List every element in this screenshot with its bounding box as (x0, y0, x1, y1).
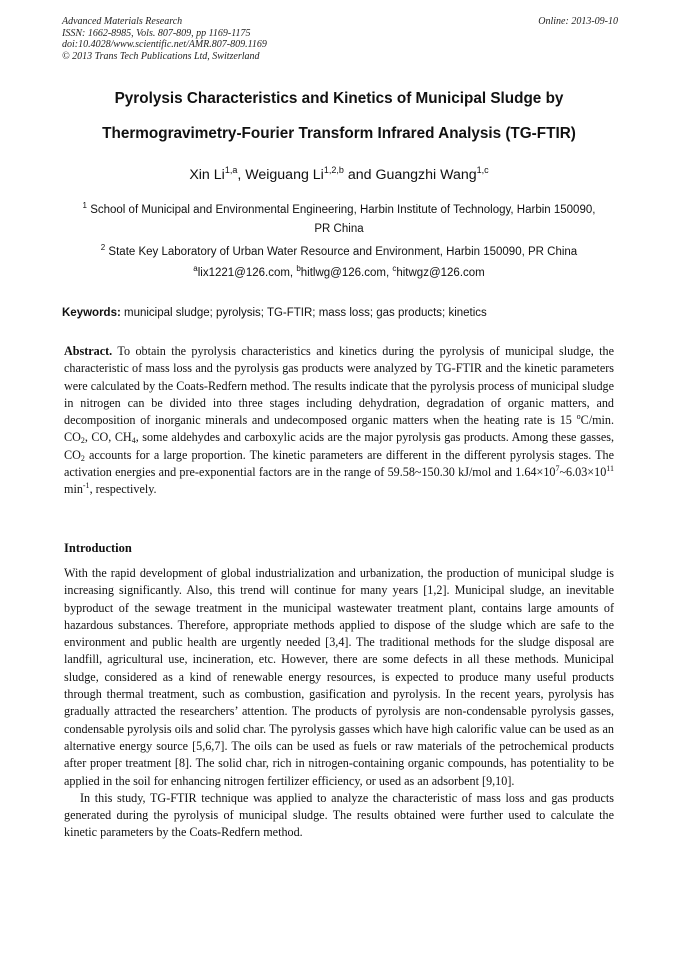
author-separator: , (237, 167, 246, 183)
abstract-text: To obtain the pyrolysis characteristics and kinetics during the pyrolysis of municipal sludge, the characteristic of mass loss and the pyrolysis gas products were analyzed by TG-FTIR and the kinetic parameters were calculated by the Coats-Redfern method. The results indicate that the pyrolysis process of municipal sludge in nitrogen can be divided into three stages including dehydration, degradation of organic matters, and decomposition of inorganic minerals and undecomposed organic matters when the heating rate is 15 (64, 344, 614, 428)
copyright-line: © 2013 Trans Tech Publications Ltd, Switzerland (62, 50, 260, 62)
email-mark: a (193, 264, 198, 273)
author-name: Xin Li (189, 167, 225, 183)
abstract-text: , CO, CH (84, 430, 132, 445)
issn-line: ISSN: 1662-8985, Vols. 807-809, pp 1169-1175 (62, 27, 251, 39)
abstract (64, 343, 614, 499)
subscript: 2 (80, 436, 85, 446)
abstract-text: accounts for a large proportion. The kinetic parameters are different in the different pyrolysis stages. The activation energies and pre-exponential factors are in the range of 59.58~150.30 kJ/mol and 1.64×10 (64, 447, 614, 480)
author-affiliation-mark: 1,2,b (323, 165, 344, 175)
abstract-text: , respectively. (89, 482, 157, 497)
email-address: hitwgz@126.com (396, 267, 485, 279)
email-address: lix1221@126.com, (197, 267, 297, 279)
subscript: 4 (131, 436, 136, 446)
keywords (62, 307, 618, 319)
author-affiliation-mark: 1,a (224, 165, 238, 175)
affiliation-text: School of Municipal and Environmental Engineering, Harbin Institute of Technology, Harbin 150090, PR China (87, 204, 596, 235)
author-name: Guangzhi Wang (375, 167, 477, 183)
intro-paragraph-2: In this study, TG-FTIR technique was applied to analyze the characteristic of mass loss and gas products generated during the pyrolysis of municipal sludge. The results obtained were further used to calculate the kinetic parameters by the Coats-Redfern method. (64, 790, 614, 840)
author-affiliation-mark: 1,c (476, 165, 489, 175)
abstract-text: C/min. CO (64, 413, 614, 445)
affiliation-number: 2 (100, 243, 106, 252)
email-mark: c (392, 264, 397, 273)
author-separator: and (343, 167, 376, 183)
keywords-text: municipal sludge; pyrolysis; TG-FTIR; mass loss; gas products; kinetics (120, 307, 487, 319)
affiliation-text: State Key Laboratory of Urban Water Resource and Environment, Harbin 150090, PR China (105, 246, 578, 258)
intro-paragraph-1: With the rapid development of global industrialization and urbanization, the production of municipal sludge is increasing significantly. Also, this trend will continue for many years [1,2]. Municipal sludge, an inevitable byproduct of the sewage treatment in the municipal wastewater treatment plant, contains large amounts of hazardous substances. Therefore, appropriate methods applied to dispose of the sludge which are safe to the environment and public health are urgently needed [3,4]. The traditional methods for the sludge disposal are landfill, agricultural use, incineration, etc. However, there are some defects in all these methods. Municipal sludge, considered as a kind of renewable energy resources, is expected to produce many useful products through thermal treatment, such as combustion, gasification and pyrolysis. In the recent years, pyrolysis has gradually attracted the researchers’ attention. The products of pyrolysis are non-condensable pyrolysis gasses, condensable pyrolysis oils and solid char. The pyrolysis gasses which have high calorific value can be used as an alternative energy source [5,6,7]. The oils can be used as fuels or raw materials of the petrochemical products after proper treatment [8]. The solid char, rich in nitrogen-containing organic compounds, has potentiality to be applied in the soil for enhancing nitrogen fertilizer efficiency, or used as an adsorbent [9,10]. (64, 566, 614, 788)
journal-header (62, 16, 618, 62)
exponent: -1 (82, 481, 90, 491)
introduction-body (64, 565, 614, 842)
email-address: hitlwg@126.com, (300, 267, 393, 279)
section-heading-introduction: Introduction (64, 541, 132, 555)
affiliation-1 (80, 201, 598, 239)
email-mark: b (296, 264, 301, 273)
abstract-text: ~6.03×10 (559, 465, 607, 480)
abstract-text: , some aldehydes and carboxylic acids are the major pyrolysis gas products. Among these gasses, CO (64, 430, 615, 462)
paper-title-line-1: Pyrolysis Characteristics and Kinetics of Municipal Sludge by (114, 90, 564, 107)
subscript: 2 (80, 453, 85, 463)
abstract-text: min (64, 482, 83, 497)
paper-title-line-2: Thermogravimetry-Fourier Transform Infrared Analysis (TG-FTIR) (102, 125, 576, 142)
online-date: Online: 2013-09-10 (538, 16, 618, 27)
keywords-label: Keywords: (62, 307, 121, 319)
author-list (40, 167, 638, 183)
abstract-label: Abstract. (64, 344, 113, 358)
exponent: 11 (606, 464, 614, 474)
degree-mark: o (576, 412, 581, 422)
author-emails (40, 264, 638, 279)
exponent: 7 (555, 464, 560, 474)
affiliation-2 (80, 243, 598, 262)
affiliation-number: 1 (82, 201, 87, 210)
author-name: Weiguang Li (245, 167, 324, 183)
journal-name: Advanced Materials Research (62, 16, 183, 27)
doi-line: doi:10.4028/www.scientific.net/AMR.807-809.1169 (62, 39, 267, 50)
